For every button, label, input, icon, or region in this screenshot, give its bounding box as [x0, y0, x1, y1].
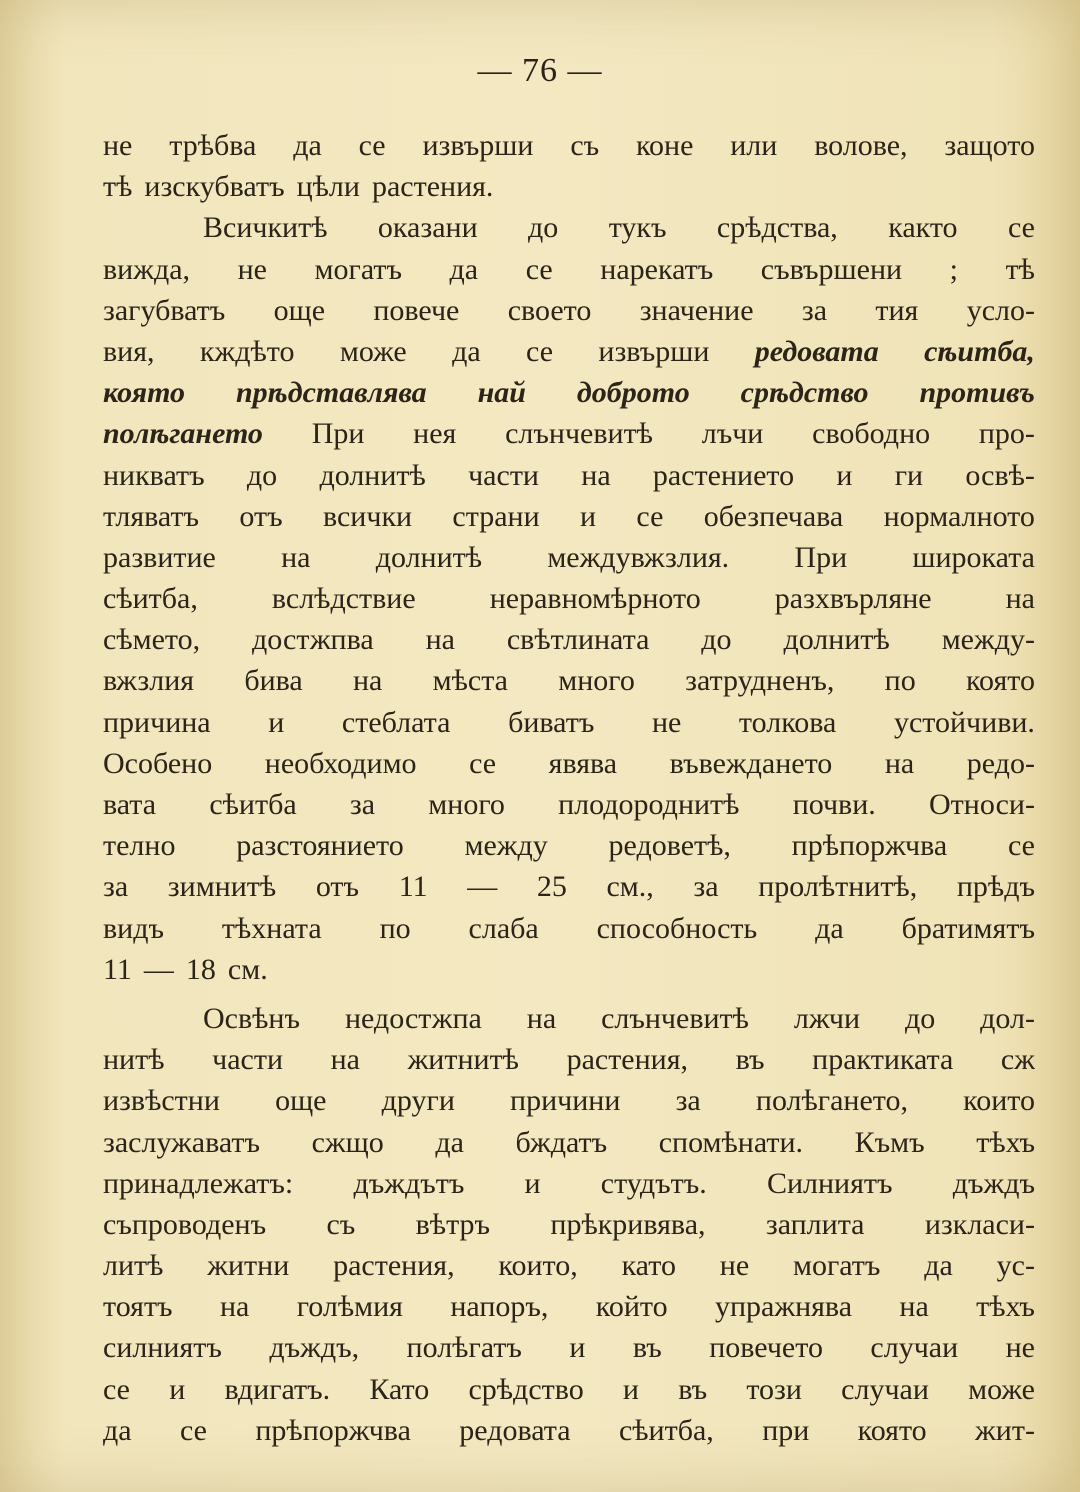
word: части: [212, 1043, 283, 1077]
word: практиката: [812, 1043, 954, 1077]
word: срѣдства,: [716, 211, 838, 245]
word: Като: [369, 1372, 430, 1406]
word: защото: [944, 129, 1035, 162]
word: дол-: [980, 1001, 1035, 1035]
text-line: [103, 998, 1035, 1039]
word: да: [815, 911, 844, 945]
word: растението: [652, 458, 795, 492]
word: загубватъ: [103, 293, 226, 327]
italic-word: полѣгането: [103, 417, 263, 451]
word: на: [581, 458, 611, 492]
text-line: [103, 166, 1035, 207]
word: нитѣ: [103, 1043, 165, 1077]
word: за: [675, 1084, 701, 1118]
text-line: [103, 290, 1035, 331]
word: освѣ-: [965, 458, 1035, 492]
word: се: [179, 1413, 207, 1447]
word: тия: [875, 293, 919, 327]
word: до: [246, 458, 278, 492]
word: въ: [632, 1331, 662, 1365]
word: тоятъ: [103, 1290, 173, 1324]
word: ус-: [996, 1249, 1035, 1283]
word: обезпечава: [703, 499, 844, 533]
word: редоветѣ,: [608, 829, 731, 863]
word: и: [836, 458, 853, 492]
word: не: [719, 1249, 750, 1283]
word: и: [524, 1166, 541, 1200]
word: упражнява: [714, 1290, 853, 1324]
word: голѣмия: [296, 1290, 403, 1324]
word: и: [579, 499, 597, 533]
word: на: [1005, 582, 1035, 616]
word: съ: [326, 1207, 356, 1241]
word: 11: [103, 952, 132, 986]
word: вслѣдствие: [271, 582, 416, 616]
word: Относи-: [929, 788, 1035, 821]
text-line: [103, 702, 1035, 743]
word: При: [311, 417, 365, 451]
word: между-: [941, 623, 1035, 657]
word: сѣмето,: [103, 623, 201, 657]
text-line: [103, 743, 1035, 784]
word: сжщо: [311, 1125, 384, 1159]
word: отъ: [239, 499, 283, 533]
word: въ: [735, 1043, 765, 1077]
word: въвеждането: [669, 746, 833, 780]
word: причини: [510, 1084, 621, 1118]
word: да: [435, 1125, 464, 1159]
text-line: [103, 372, 1035, 413]
text-line: [103, 1286, 1035, 1327]
word: които: [963, 1084, 1035, 1118]
word: слънчевитѣ: [601, 1001, 749, 1035]
word: способность: [596, 911, 758, 945]
italic-word: противъ: [919, 376, 1035, 410]
word: сѣитба,: [103, 582, 198, 616]
text-line: [103, 1122, 1035, 1163]
word: Освѣнъ: [203, 1001, 301, 1035]
word: литѣ: [103, 1249, 164, 1283]
text-line: [103, 866, 1035, 907]
word: устойчиви.: [893, 705, 1035, 739]
italic-word: най: [477, 376, 526, 410]
word: сѣитба,: [618, 1413, 714, 1447]
italic-word: доброто: [576, 376, 690, 410]
word: плодороднитѣ: [558, 788, 740, 821]
word: тѣхъ: [976, 1125, 1035, 1159]
italic-word: срѣдство: [740, 376, 869, 410]
word: никватъ: [103, 458, 205, 492]
word: вжзлия: [103, 664, 195, 698]
word: 18: [185, 952, 216, 986]
text-line: [103, 207, 1035, 248]
paragraph-gap: [103, 990, 1035, 998]
word: която: [965, 664, 1035, 698]
text-line: [103, 825, 1035, 866]
word: почви.: [792, 788, 876, 821]
word: растения.: [371, 170, 494, 204]
word: долнитѣ: [319, 458, 426, 492]
text-line: [103, 578, 1035, 619]
word: както: [888, 211, 958, 245]
text-line: [103, 455, 1035, 496]
word: като: [621, 1249, 676, 1283]
word: се: [358, 129, 386, 162]
word: усло-: [966, 293, 1035, 327]
text-line: [103, 413, 1035, 454]
text-line: [103, 1080, 1035, 1121]
word: растения,: [333, 1249, 455, 1283]
word: тляватъ: [103, 499, 200, 533]
word: коне: [635, 129, 694, 162]
word: ги: [894, 458, 924, 492]
word: се: [636, 499, 664, 533]
word: се: [103, 1372, 130, 1406]
word: прѣпоржчва: [255, 1413, 411, 1447]
word: При: [794, 540, 848, 574]
word: могатъ: [792, 1249, 881, 1283]
word: на: [352, 664, 383, 698]
word: развитие: [103, 540, 216, 574]
word: 25: [536, 870, 567, 904]
word: на: [281, 540, 311, 574]
word: всички: [323, 499, 413, 533]
word: други: [381, 1084, 455, 1118]
word: повечето: [709, 1331, 823, 1365]
word: житни: [207, 1249, 290, 1283]
text-line: [103, 784, 1035, 825]
word: видъ: [103, 911, 164, 945]
text-line: [103, 1327, 1035, 1368]
text-line: [103, 496, 1035, 537]
word: отъ: [315, 870, 360, 904]
word: братимятъ: [901, 911, 1035, 945]
word: толкова: [738, 705, 837, 739]
text-line: [103, 537, 1035, 578]
word: Всичкитѣ: [203, 211, 328, 245]
word: вижда,: [103, 252, 191, 286]
text-line: [103, 908, 1035, 949]
word: при: [762, 1413, 810, 1447]
word: за: [693, 870, 719, 904]
word: които,: [498, 1249, 578, 1283]
word: се: [1007, 829, 1035, 863]
word: 11: [398, 870, 428, 904]
word: напоръ,: [450, 1290, 549, 1324]
word: извърши: [422, 129, 534, 162]
word: —: [467, 870, 498, 904]
word: до: [904, 1001, 936, 1035]
word: за: [801, 293, 828, 327]
word: пролѣтнитѣ,: [758, 870, 918, 904]
word: достжпва: [252, 623, 374, 657]
word: на: [884, 746, 915, 780]
text-line: [103, 331, 1035, 372]
word: лжчи: [793, 1001, 860, 1035]
word: растения,: [566, 1043, 689, 1077]
word: който: [595, 1290, 668, 1324]
word: студътъ.: [600, 1166, 707, 1200]
word: полѣгатъ: [406, 1331, 522, 1365]
word: неравномѣрното: [489, 582, 701, 616]
word: свѣтлината: [506, 623, 650, 657]
word: мѣста: [432, 664, 508, 698]
word: се: [1007, 211, 1035, 245]
word: см.,: [606, 870, 654, 904]
word: съ: [570, 129, 600, 162]
word: за: [349, 788, 376, 821]
word: долнитѣ: [375, 540, 483, 574]
text-line: [103, 619, 1035, 660]
word: въ: [678, 1372, 708, 1406]
word: вѣтръ: [415, 1207, 491, 1241]
word: се: [525, 252, 553, 286]
word: до: [701, 623, 732, 657]
word: не: [103, 129, 133, 162]
word: на: [425, 623, 455, 657]
text-line: [103, 1039, 1035, 1080]
text-line: [103, 949, 1035, 990]
word: страни: [452, 499, 540, 533]
word: нарекатъ: [600, 252, 714, 286]
word: сж: [1000, 1043, 1035, 1077]
word: по: [884, 664, 916, 698]
word: широката: [912, 540, 1035, 574]
word: да: [924, 1249, 953, 1283]
word: свободно: [812, 417, 931, 451]
word: полѣгането,: [755, 1084, 909, 1118]
word: да: [293, 129, 322, 162]
word: се: [526, 334, 554, 368]
text-line: [103, 1410, 1035, 1451]
word: нея: [413, 417, 457, 451]
word: да: [452, 334, 481, 368]
word: на: [219, 1290, 250, 1324]
word: волове,: [814, 129, 908, 162]
word: много: [428, 788, 505, 821]
word: и: [268, 705, 285, 739]
text-line: [103, 1369, 1035, 1410]
word: про-: [978, 417, 1035, 451]
word: не: [1005, 1331, 1035, 1365]
word: Къмъ: [854, 1125, 925, 1159]
text-line: [103, 1163, 1035, 1204]
word: стеблата: [341, 705, 451, 739]
word: и: [622, 1372, 639, 1406]
word: цѣли: [296, 170, 360, 204]
word: и: [169, 1372, 186, 1406]
word: не: [651, 705, 682, 739]
word: на: [899, 1290, 929, 1324]
word: съпроводенъ: [103, 1207, 267, 1241]
word: слаба: [468, 911, 539, 945]
text-line: [103, 249, 1035, 290]
word: слънчевитѣ: [505, 417, 653, 451]
word: необходимо: [264, 746, 417, 780]
word: се: [469, 746, 497, 780]
word: бива: [244, 664, 303, 698]
word: дъждътъ: [353, 1166, 465, 1200]
word: на: [330, 1043, 360, 1077]
word: см.: [227, 952, 268, 986]
word: тукъ: [608, 211, 667, 245]
word: редо-: [966, 746, 1035, 780]
word: може: [339, 334, 407, 368]
word: затрудненъ,: [685, 664, 835, 698]
word: лъчи: [701, 417, 764, 451]
word: може: [968, 1372, 1035, 1406]
word: този: [746, 1372, 802, 1406]
word: нормалното: [883, 499, 1035, 533]
word: която: [857, 1413, 927, 1447]
word: принадлежатъ:: [103, 1166, 294, 1200]
text-line: [103, 660, 1035, 701]
word: прѣкривява,: [550, 1207, 706, 1241]
text-line: [103, 125, 1035, 166]
word: ;: [949, 252, 958, 286]
word: още: [275, 1084, 327, 1118]
word: много: [558, 664, 635, 698]
word: биватъ: [508, 705, 595, 739]
word: срѣдство: [468, 1372, 584, 1406]
word: дъждъ: [952, 1166, 1035, 1200]
italic-word: редовата: [754, 334, 879, 368]
word: спомѣнати.: [658, 1125, 804, 1159]
word: Силниятъ: [766, 1166, 893, 1200]
word: още: [273, 293, 326, 327]
word: по: [379, 911, 411, 945]
word: телно: [103, 829, 176, 863]
word: повече: [373, 293, 460, 327]
word: части: [468, 458, 539, 492]
word: изскубватъ: [144, 170, 285, 204]
page-body-text: [103, 125, 1035, 1451]
word: разстоянието: [236, 829, 404, 863]
word: да: [103, 1413, 132, 1447]
word: между: [464, 829, 548, 863]
italic-word: сѣитба,: [924, 334, 1035, 368]
word: съвършени: [760, 252, 903, 286]
text-line: [103, 1204, 1035, 1245]
word: вия,: [103, 334, 155, 368]
word: сѣитба: [209, 788, 297, 821]
italic-word: която: [103, 376, 186, 410]
word: бждатъ: [515, 1125, 608, 1159]
word: разхвърляне: [774, 582, 932, 616]
word: силниятъ: [103, 1331, 222, 1365]
text-line: [103, 1245, 1035, 1286]
word: случаи: [841, 1372, 929, 1406]
word: недостжпа: [344, 1001, 482, 1035]
word: тѣхната: [221, 911, 322, 945]
word: зимнитѣ: [167, 870, 277, 904]
word: тѣхъ: [976, 1290, 1035, 1324]
word: не: [237, 252, 267, 286]
word: тѣ: [1005, 252, 1035, 286]
word: и: [569, 1331, 586, 1365]
word: или: [730, 129, 778, 162]
word: на: [526, 1001, 557, 1035]
word: извѣстни: [103, 1084, 220, 1118]
word: —: [143, 952, 174, 986]
word: оказани: [377, 211, 478, 245]
word: явява: [548, 746, 618, 780]
word: своето: [507, 293, 592, 327]
page-number: — 76 —: [477, 52, 603, 89]
word: междувжзлия.: [547, 540, 730, 574]
word: редовата: [459, 1413, 571, 1447]
word: житнитѣ: [407, 1043, 519, 1077]
word: прѣпоржчва: [791, 829, 948, 863]
word: трѣбва: [169, 129, 257, 162]
word: случаи: [870, 1331, 959, 1365]
word: Особено: [103, 746, 213, 780]
word: долнитѣ: [783, 623, 890, 657]
word: заплита: [765, 1207, 865, 1241]
word: до: [528, 211, 559, 245]
word: тѣ: [103, 170, 133, 204]
word: заслужаватъ: [103, 1125, 261, 1159]
word: да: [449, 252, 479, 286]
word: вата: [103, 788, 157, 821]
word: причина: [103, 705, 211, 739]
word: вдигатъ.: [224, 1372, 331, 1406]
word: кждѣто: [199, 334, 295, 368]
word: прѣдъ: [956, 870, 1035, 904]
word: за: [103, 870, 129, 904]
word: значение: [639, 293, 754, 327]
word: извърши: [598, 334, 710, 368]
word: дъждъ,: [269, 1331, 360, 1365]
word: могатъ: [314, 252, 402, 286]
word: изкласи-: [924, 1207, 1035, 1241]
italic-word: прѣдставлява: [236, 376, 427, 410]
word: жит-: [975, 1413, 1035, 1447]
